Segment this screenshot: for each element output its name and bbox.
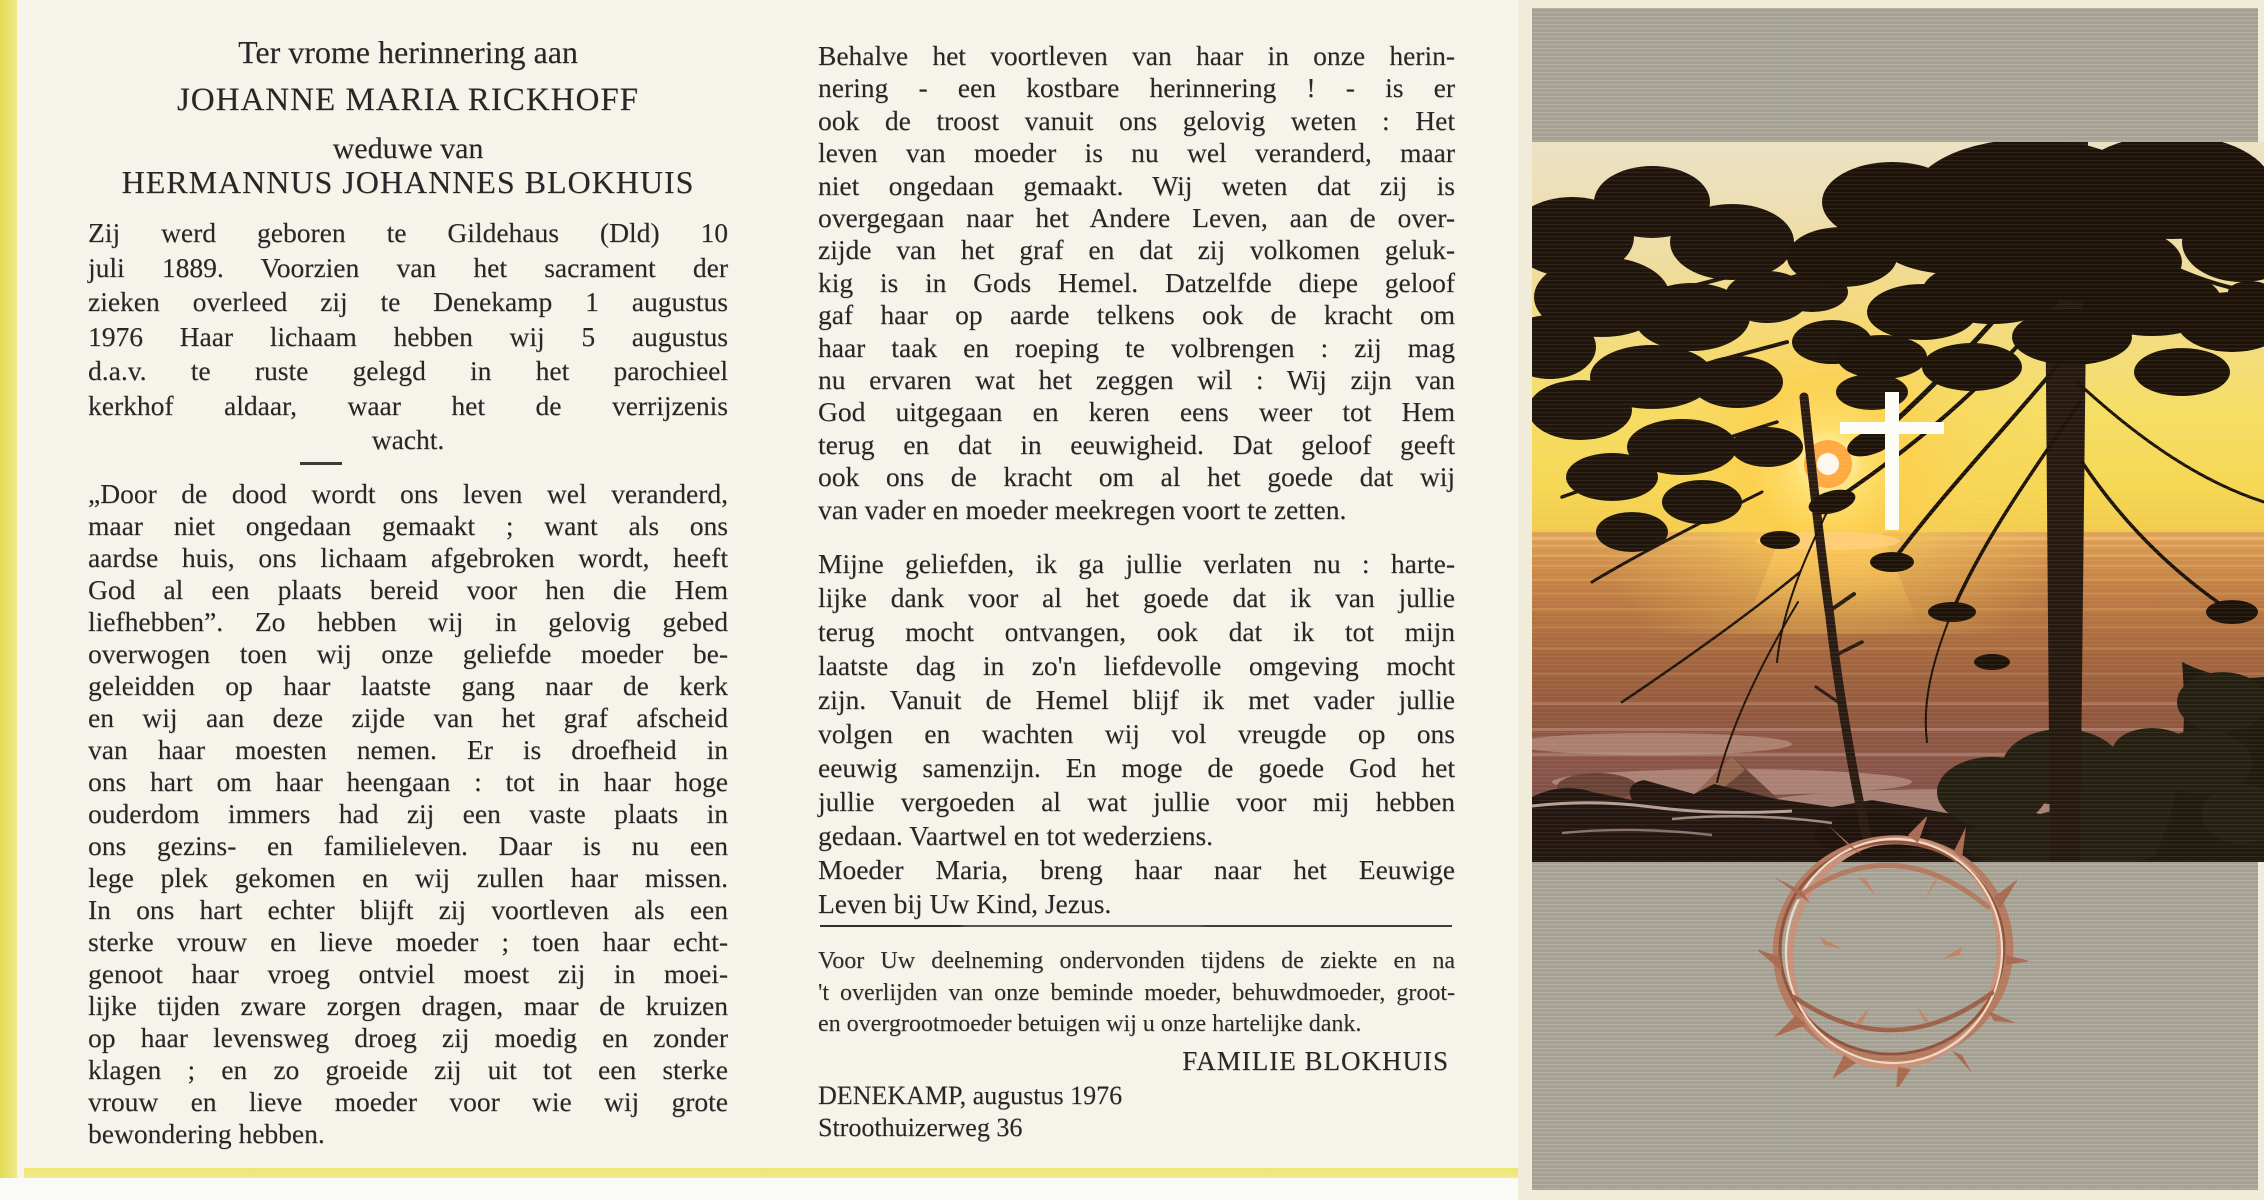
acknowledgement-divider-rule <box>820 925 1452 927</box>
place-date-line: DENEKAMP, augustus 1976 <box>818 1081 1123 1110</box>
prayer-paragraph: Moeder Maria, breng haar naar het Eeuwige Leven bij Uw Kind, Jezus. <box>818 854 1455 919</box>
memorial-intro: Ter vrome herinnering aan <box>238 34 578 70</box>
quote-paragraph: „Door de dood wordt ons leven wel veranderd, maar niet ongedaan gemaakt ; want als ons aardse huis, ons lichaam afgebroken wordt, heeft God al een plaats bereid voor hen die Hem liefhebben”. Zo hebben wij in gelovig gebed overwogen toen wij onze geliefde moeder be- geleidden op haar laatste gang naar de kerk en wij aan deze zijde van het graf afscheid van haar moesten nemen. Er is droefheid in ons hart om haar heengaan : tot in haar hoge ouderdom immers had zij een vaste plaats in ons gezins- en familieleven. Daar is nu een lege plek gekomen en wij zullen haar missen. In ons hart echter blijft zij voortleven als een sterke vrouw en lieve moeder ; toen haar echt- genoot haar vroeg ontviel moest zij in moei- lijke tijden zware zorgen dragen, maar de kruizen op haar levensweg droeg zij moedig en zonder klagen ; en zo groeide zij uit tot een sterke vrouw en lieve moeder voor wie wij grote bewondering hebben. <box>88 478 728 1149</box>
section-divider-dash <box>300 462 342 465</box>
family-signature: FAMILIE BLOKHUIS <box>1182 1046 1449 1076</box>
sunset-photo <box>1532 142 2264 862</box>
life-dates-paragraph: Zij werd geboren te Gildehaus (Dld) 10 juli 1889. Voorzien van het sacrament der zieken overleed zij te Denekamp 1 augustus 1976 Haar lichaam hebben wij 5 augustus d.a.v. te ruste gelegd in het parochieel kerkhof aldaar, waar het de verrijzenis wacht. <box>88 217 728 455</box>
acknowledgement-paragraph: Voor Uw deelneming ondervonden tijdens de ziekte en na 't overlijden van onze beminde moeder, behuwdmoeder, groot- en overgrootmoeder betuigen wij u onze hartelijke dank. <box>818 948 1455 1037</box>
crown-of-thorns-icon <box>1758 817 2028 1087</box>
card-edge-left <box>0 0 17 1182</box>
deceased-name: JOHANNE MARIA RICKHOFF <box>176 82 640 118</box>
consolation-paragraph: Behalve het voortleven van haar in onze herin- nering - een kostbare herinnering ! - is er ook de troost vanuit ons gelovig weten : Het leven van moeder is nu wel veranderd, maar niet ongedaan gemaakt. Wij weten dat zij is overgegaan naar het Andere Leven, aan de over- zijde van het graf en dat zij volkomen geluk- kig is in Gods Hemel. Datzelfde diepe geloof gaf haar op aarde telkens ook de kracht om haar taak en roeping te volbrengen : zij mag nu ervaren wat het zeggen wil : Wij zijn van God uitgegaan en keren eens weer tot Hem terug en dat in eeuwigheid. Dat geloof geeft ook ons de kracht om al het goede dat wij van vader en moeder meekregen voort te zetten. <box>818 40 1455 525</box>
relation-label: weduwe van <box>332 132 484 165</box>
right-page <box>1518 0 2264 1200</box>
address-line: Stroothuizerweg 36 <box>818 1113 1023 1142</box>
left-page <box>88 0 728 1200</box>
spouse-name: HERMANNUS JOHANNES BLOKHUIS <box>121 164 695 200</box>
farewell-paragraph: Mijne geliefden, ik ga jullie verlaten nu : harte- lijke dank voor al het goede dat ik van jullie terug mocht ontvangen, ook dat ik tot mijn laatste dag in zo'n liefdevolle omgeving mocht zijn. Vanuit de Hemel blijf ik met vader jullie volgen en wachten wij vol vreugde op ons eeuwig samenzijn. En moge de goede God het jullie vergoeden al wat jullie voor mij hebben gedaan. Vaartwel en tot wederziens. <box>818 548 1455 851</box>
middle-page <box>818 0 1455 1200</box>
